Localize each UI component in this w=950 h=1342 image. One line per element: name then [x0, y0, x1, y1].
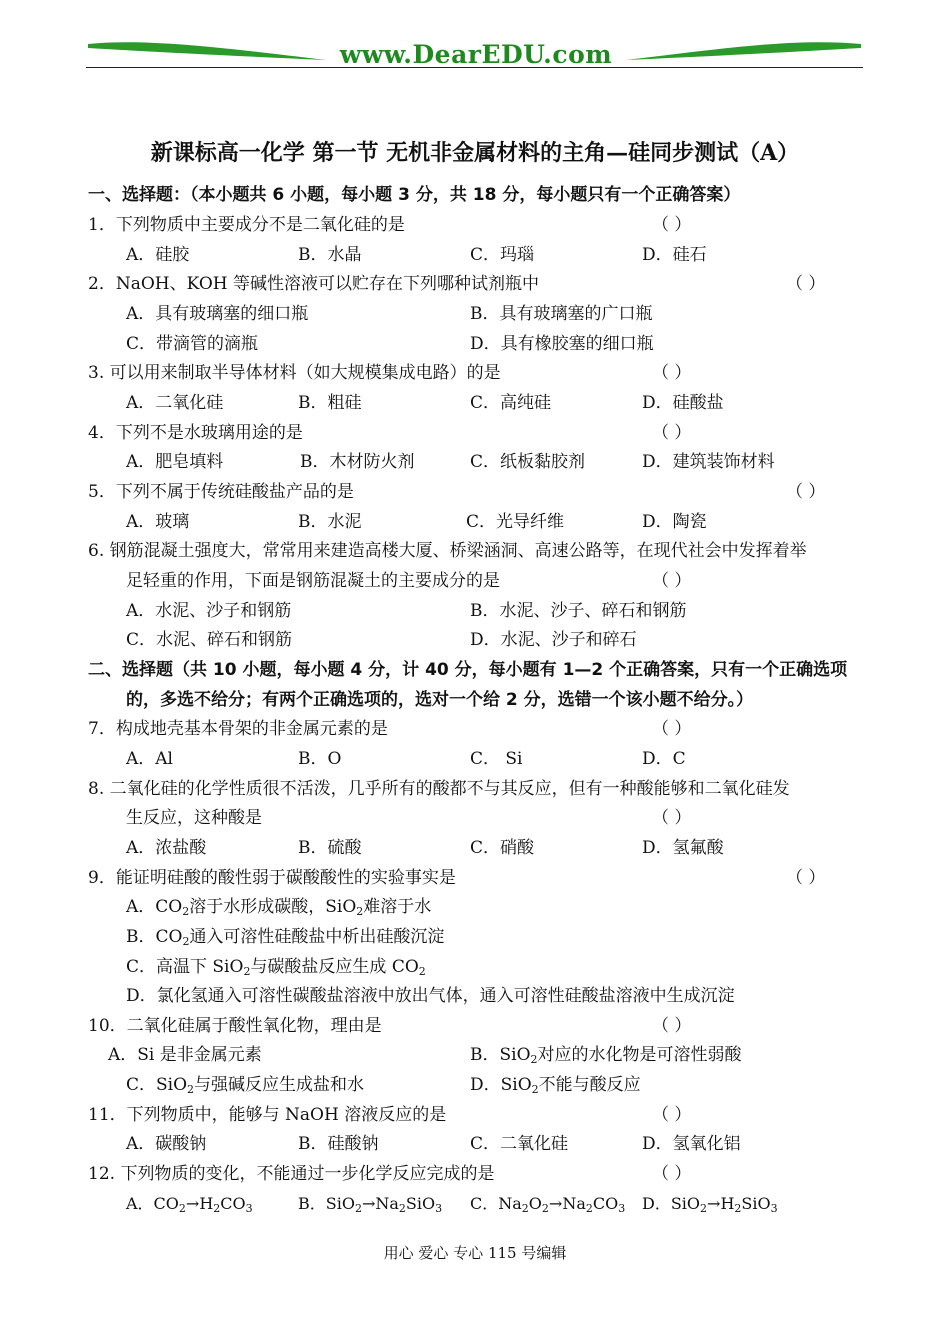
q6-option-d[interactable]: D．水泥、沙子和碎石 — [470, 630, 637, 650]
q8-option-a[interactable]: A．浓盐酸 — [126, 838, 207, 858]
q7-stem: 7．构成地壳基本骨架的非金属元素的是 — [88, 719, 388, 739]
q3-option-b[interactable]: B．粗硅 — [298, 393, 362, 413]
q8-option-d[interactable]: D．氢氟酸 — [642, 838, 724, 858]
q8-stem-line1: 8. 二氧化硅的化学性质很不活泼，几乎所有的酸都不与其反应，但有一种酸能够和二氧化硅发 — [88, 779, 790, 799]
q7-option-c[interactable]: C． Si — [470, 749, 523, 769]
q11-option-c[interactable]: C．二氧化硅 — [470, 1134, 569, 1154]
q9-option-b[interactable]: B．$CO_2$通入可溶性硅酸盐中析出硅酸沉淀 — [126, 927, 445, 948]
q11-option-a[interactable]: A．碳酸钠 — [126, 1134, 207, 1154]
q1-option-a[interactable]: A．硅胶 — [126, 245, 190, 265]
q4-option-a[interactable]: A．肥皂填料 — [126, 452, 224, 472]
section-1-heading: 一、选择题：（本小题共 6 小题，每小题 3 分，共 18 分，每小题只有一个正确答案） — [88, 185, 741, 205]
q2-stem: 2．NaOH、KOH 等碱性溶液可以贮存在下列哪种试剂瓶中 — [88, 274, 539, 294]
q12-option-b[interactable]: B．$SiO_2\to Na_2SiO_3$ — [298, 1194, 443, 1215]
q6-option-b[interactable]: B．水泥、沙子、碎石和钢筋 — [470, 601, 687, 621]
q7-option-a[interactable]: A．Al — [126, 749, 173, 769]
page-footer: 用心 爱心 专心 115 号编辑 — [383, 1244, 567, 1262]
q8-stem-line2: 生反应，这种酸是 — [126, 808, 262, 828]
q8-option-c[interactable]: C．硝酸 — [470, 838, 535, 858]
q12-answer-blank[interactable]: （ ） — [652, 1164, 692, 1184]
q2-option-b[interactable]: B．具有玻璃塞的广口瓶 — [470, 304, 653, 324]
q12-stem: 12. 下列物质的变化，不能通过一步化学反应完成的是 — [88, 1164, 495, 1184]
q3-option-a[interactable]: A．二氧化硅 — [126, 393, 224, 413]
q4-answer-blank[interactable]: （ ） — [652, 423, 692, 443]
q5-option-b[interactable]: B．水泥 — [298, 512, 362, 532]
q9-option-a[interactable]: A．$CO_2$溶于水形成碳酸，SiO$_2$难溶于水 — [126, 897, 432, 918]
q6-option-c[interactable]: C．水泥、碎石和钢筋 — [126, 630, 293, 650]
q6-option-a[interactable]: A．水泥、沙子和钢筋 — [126, 601, 292, 621]
q4-stem: 4．下列不是水玻璃用途的是 — [88, 423, 303, 443]
q5-option-c[interactable]: C．光导纤维 — [466, 512, 565, 532]
q5-option-a[interactable]: A．玻璃 — [126, 512, 190, 532]
q6-answer-blank[interactable]: （ ） — [652, 571, 692, 591]
q2-answer-blank[interactable]: （ ） — [786, 274, 826, 294]
q12-option-d[interactable]: D．$SiO_2\to H_2SiO_3$ — [642, 1194, 778, 1215]
q10-option-c[interactable]: C．SiO$_2$与强碱反应生成盐和水 — [126, 1075, 365, 1096]
q10-stem: 10．二氧化硅属于酸性氧化物，理由是 — [88, 1016, 382, 1036]
q3-stem: 3. 可以用来制取半导体材料（如大规模集成电路）的是 — [88, 363, 501, 383]
q3-answer-blank[interactable]: （ ） — [652, 363, 692, 383]
q4-option-b[interactable]: B．木材防火剂 — [300, 452, 415, 472]
q11-option-d[interactable]: D．氢氧化铝 — [642, 1134, 741, 1154]
q5-stem: 5．下列不属于传统硅酸盐产品的是 — [88, 482, 354, 502]
q12-option-a[interactable]: A．$CO_2\to H_2CO_3$ — [126, 1194, 253, 1215]
q2-option-d[interactable]: D．具有橡胶塞的细口瓶 — [470, 334, 654, 354]
q5-answer-blank[interactable]: （ ） — [786, 482, 826, 502]
q9-option-d[interactable]: D．氯化氢通入可溶性碳酸盐溶液中放出气体，通入可溶性硅酸盐溶液中生成沉淀 — [126, 986, 735, 1006]
site-logo[interactable]: www.DearEDU.com — [339, 40, 613, 69]
q10-option-d[interactable]: D．SiO$_2$不能与酸反应 — [470, 1075, 641, 1096]
q7-option-d[interactable]: D．C — [642, 749, 686, 769]
q6-stem-line1: 6. 钢筋混凝土强度大，常常用来建造高楼大厦、桥梁涵洞、高速公路等，在现代社会中发挥着举 — [88, 541, 807, 561]
q9-option-c[interactable]: C．高温下 SiO$_2$与碳酸盐反应生成 $CO_2$ — [126, 957, 426, 978]
section-2-heading-line2: 的，多选不给分；有两个正确选项的，选对一个给 2 分，选错一个该小题不给分。） — [126, 690, 754, 710]
q1-option-c[interactable]: C．玛瑙 — [470, 245, 535, 265]
q3-option-d[interactable]: D．硅酸盐 — [642, 393, 724, 413]
q1-option-d[interactable]: D．硅石 — [642, 245, 707, 265]
q5-option-d[interactable]: D．陶瓷 — [642, 512, 707, 532]
q7-option-b[interactable]: B．O — [298, 749, 342, 769]
q11-stem: 11．下列物质中，能够与 NaOH 溶液反应的是 — [88, 1105, 447, 1125]
q11-option-b[interactable]: B．硅酸钠 — [298, 1134, 379, 1154]
site-header — [86, 36, 863, 76]
q4-option-c[interactable]: C．纸板黏胶剂 — [470, 452, 586, 472]
q2-option-a[interactable]: A．具有玻璃塞的细口瓶 — [126, 304, 309, 324]
page-title: 新课标高一化学 第一节 无机非金属材料的主角—硅同步测试（A） — [150, 140, 800, 166]
q8-answer-blank[interactable]: （ ） — [652, 808, 692, 828]
q8-option-b[interactable]: B．硫酸 — [298, 838, 362, 858]
q4-option-d[interactable]: D．建筑装饰材料 — [642, 452, 775, 472]
q10-answer-blank[interactable]: （ ） — [652, 1016, 692, 1036]
q2-option-c[interactable]: C．带滴管的滴瓶 — [126, 334, 259, 354]
q11-answer-blank[interactable]: （ ） — [652, 1105, 692, 1125]
q9-answer-blank[interactable]: （ ） — [786, 868, 826, 888]
header-rule — [86, 67, 863, 68]
q1-stem: 1．下列物质中主要成分不是二氧化硅的是 — [88, 215, 405, 235]
q10-option-b[interactable]: B．SiO$_2$对应的水化物是可溶性弱酸 — [470, 1045, 742, 1066]
q1-option-b[interactable]: B．水晶 — [298, 245, 362, 265]
q9-stem: 9．能证明硅酸的酸性弱于碳酸酸性的实验事实是 — [88, 868, 456, 888]
q7-answer-blank[interactable]: （ ） — [652, 719, 692, 739]
q6-stem-line2: 足轻重的作用，下面是钢筋混凝土的主要成分的是 — [126, 571, 500, 591]
q1-answer-blank[interactable]: （ ） — [652, 215, 692, 235]
q3-option-c[interactable]: C．高纯硅 — [470, 393, 552, 413]
q12-option-c[interactable]: C．$Na_2O_2\to Na_2CO_3$ — [470, 1194, 626, 1215]
section-2-heading-line1: 二、选择题（共 10 小题，每小题 4 分，计 40 分，每小题有 1—2 个正确答案，只有一个正确选项 — [88, 660, 848, 680]
q10-option-a[interactable]: A．Si 是非金属元素 — [108, 1045, 262, 1065]
